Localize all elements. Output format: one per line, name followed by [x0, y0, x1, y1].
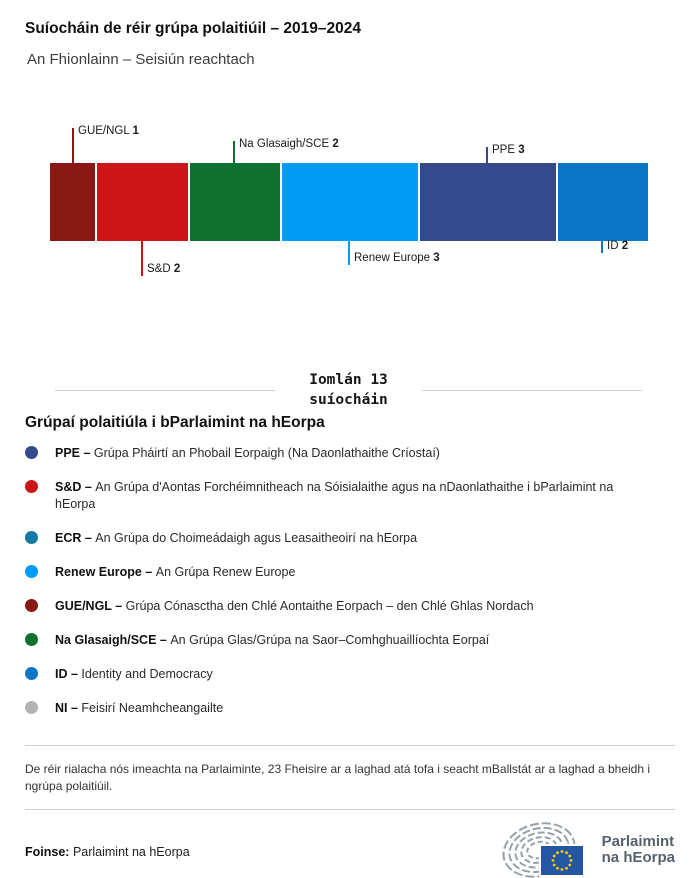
- footer: [25, 820, 675, 878]
- stacked-seat-bar: [50, 163, 648, 241]
- legend-dot-renew-europe: [25, 565, 38, 578]
- legend-text-s-d: S&D – An Grúpa d'Aontas Forchéimnitheach na Sóisialaithe agus na nDaonlathaithe i bParlaimint na hEorpa: [55, 480, 614, 511]
- hemicycle-eu-flag-icon: [501, 822, 595, 878]
- logo-line1: Parlaimint: [601, 832, 675, 850]
- legend-dot-id: [25, 667, 38, 680]
- legend-item-ecr: [25, 530, 675, 547]
- bar-segment-ppe: [420, 163, 556, 241]
- legend-text-ecr: ECR – An Grúpa do Choimeádaigh agus Leasaitheoirí na hEorpa: [55, 531, 418, 545]
- logo-line2: na hEorpa: [601, 849, 675, 866]
- bar-segment-gue-ngl: [50, 163, 95, 241]
- callout-label-s-d: S&D 2: [147, 263, 181, 275]
- legend-dot-gue-ngl: [25, 599, 38, 612]
- legend-dot-ni: [25, 701, 38, 714]
- total-rule-right: [422, 390, 642, 391]
- total-seats-line1: Iomlán 13: [309, 372, 388, 388]
- total-seats-label: [275, 370, 422, 410]
- callout-label-na-glasaigh-sce: Na Glasaigh/SCE 2: [239, 138, 339, 150]
- legend-text-ppe: PPE – Grúpa Pháirtí an Phobail Eorpaigh (Na Daonlathaithe Críostaí): [55, 446, 440, 460]
- legend-text-gue-ngl: GUE/NGL – Grúpa Cónasctha den Chlé Aontaithe Eorpach – den Chlé Ghlas Nordach: [55, 599, 534, 613]
- legend-item-ni: [25, 700, 675, 717]
- legend-dot-ppe: [25, 446, 38, 459]
- total-seats-line2: suíocháin: [309, 392, 388, 408]
- callout-label-renew-europe: Renew Europe 3: [354, 252, 440, 264]
- bar-segment-na-glasaigh-sce: [190, 163, 280, 241]
- callout-tick-id: [601, 241, 603, 253]
- legend-item-renew-europe: [25, 564, 675, 581]
- footnote-text: De réir rialacha nós imeachta na Parlaiminte, 23 Fheisire ar a laghad atá tofa i seacht mBallstát ar a laghad a bheidh i ngrúpa polaitiúil.: [25, 762, 651, 793]
- legend-dot-ecr: [25, 531, 38, 544]
- legend-text-na-glasaigh-sce: Na Glasaigh/SCE – An Grúpa Glas/Grúpa na Saor–Comhghuaillíochta Eorpaí: [55, 633, 490, 647]
- legend-item-ppe: [25, 445, 675, 462]
- callout-tick-s-d: [141, 241, 143, 276]
- bar-segment-renew-europe: [282, 163, 418, 241]
- source-line: [25, 845, 190, 859]
- legend-text-renew-europe: Renew Europe – An Grúpa Renew Europe: [55, 565, 296, 579]
- page-title: Suíocháin de réir grúpa polaitiúil – 2019–2024: [25, 20, 361, 37]
- legend-item-gue-ngl: [25, 598, 675, 615]
- legend-dot-s-d: [25, 480, 38, 493]
- legend-item-na-glasaigh-sce: [25, 632, 675, 649]
- footnote-block: [25, 745, 675, 810]
- bar-segment-id: [558, 163, 648, 241]
- source-value: Parlaimint na hEorpa: [72, 845, 190, 859]
- callout-tick-renew-europe: [348, 241, 350, 265]
- legend-text-ni: NI – Feisirí Neamhcheangailte: [55, 701, 224, 715]
- total-rule-left: [55, 390, 275, 391]
- logo-text: [602, 834, 675, 867]
- callout-tick-gue-ngl: [72, 128, 74, 163]
- legend-heading: Grúpaí polaitiúla i bParlaimint na hEorpa: [25, 414, 325, 431]
- legend-dot-na-glasaigh-sce: [25, 633, 38, 646]
- callout-label-ppe: PPE 3: [492, 144, 525, 156]
- legend-item-id: [25, 666, 675, 683]
- legend-text-id: ID – Identity and Democracy: [55, 667, 213, 681]
- callout-tick-na-glasaigh-sce: [233, 141, 235, 163]
- legend-list: [0, 445, 700, 717]
- callout-tick-ppe: [486, 147, 488, 163]
- total-seats-row: [55, 370, 642, 410]
- seat-bar-chart: [0, 120, 700, 286]
- page-subtitle: An Fhionlainn – Seisiún reachtach: [27, 51, 255, 68]
- header: [0, 0, 700, 68]
- callout-label-gue-ngl: GUE/NGL 1: [78, 125, 139, 137]
- callout-label-id: ID 2: [607, 240, 629, 252]
- legend-item-s-d: [25, 479, 675, 513]
- source-label: Foinse:: [25, 845, 70, 859]
- bar-segment-s-d: [97, 163, 187, 241]
- european-parliament-logo: [501, 822, 675, 878]
